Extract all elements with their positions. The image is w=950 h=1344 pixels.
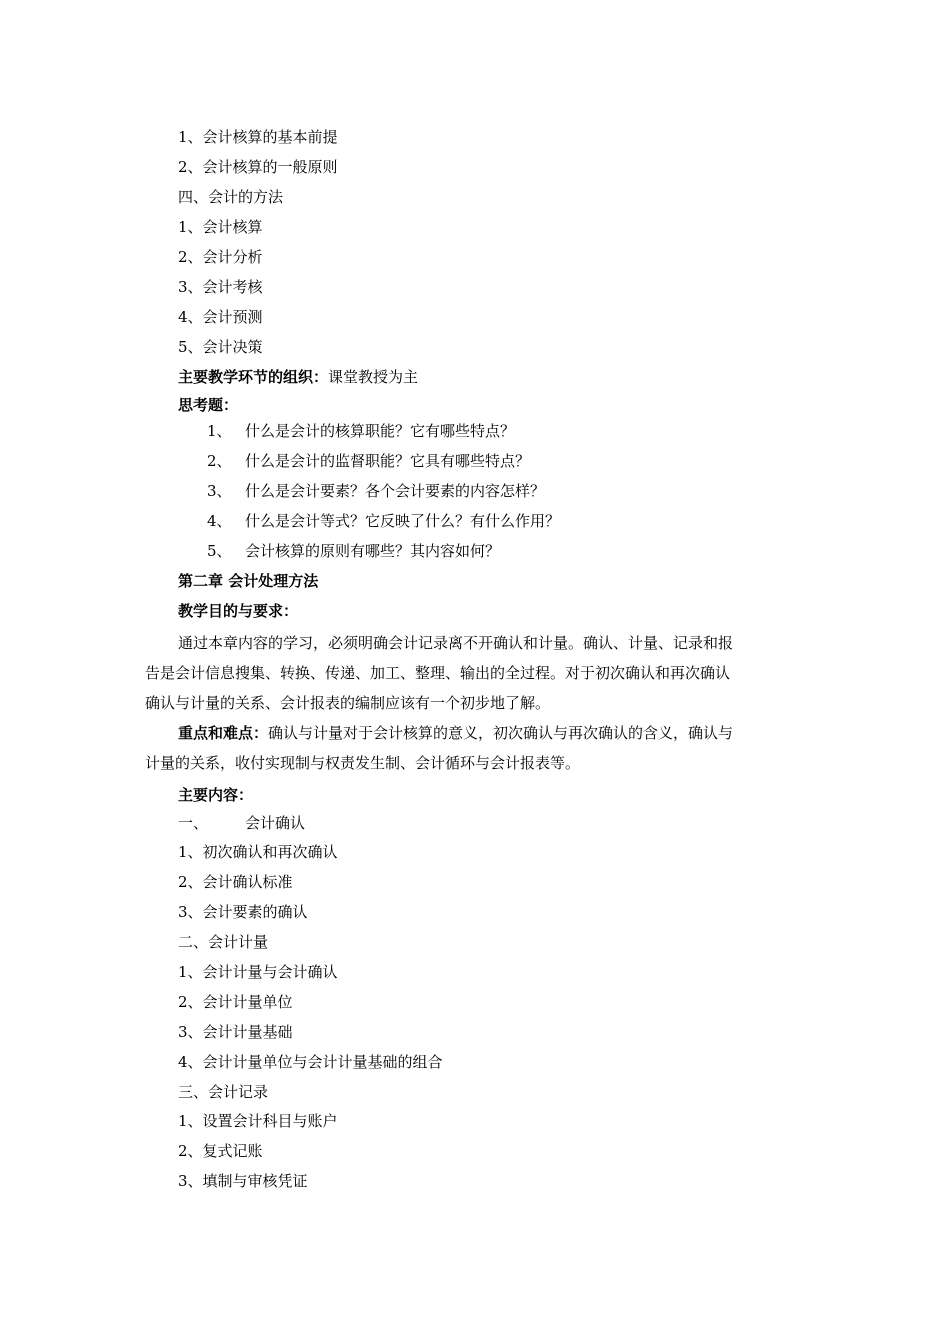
list-item: 1、会计计量与会计确认	[178, 963, 338, 981]
question-text: 什么是会计的监督职能？它具有哪些特点？	[245, 452, 531, 470]
question-text: 会计核算的原则有哪些？其内容如何？	[245, 542, 501, 560]
section-number: 一、	[178, 814, 209, 832]
question-number: 2、	[207, 452, 232, 470]
question-text: 什么是会计要素？各个会计要素的内容怎样？	[245, 482, 546, 500]
paragraph-line: 通过本章内容的学习，必须明确会计记录离不开确认和计量。确认、计量、记录和报	[178, 634, 734, 652]
question-item	[207, 540, 500, 562]
question-text: 什么是会计的核算职能？它有哪些特点？	[245, 422, 516, 440]
paragraph-line: 告是会计信息搜集、转换、传递、加工、整理、输出的全过程。对于初次确认和再次确认	[145, 664, 731, 682]
section-heading: 三、会计记录	[178, 1083, 269, 1101]
question-item	[207, 480, 545, 502]
section-heading: 四、会计的方法	[178, 188, 284, 206]
list-item: 3、会计计量基础	[178, 1023, 293, 1041]
section-heading: 二、会计计量	[178, 933, 269, 951]
question-number: 5、	[207, 542, 232, 560]
key-text: 确认与计量对于会计核算的意义，初次确认与再次确认的含义，确认与	[268, 724, 734, 742]
list-item: 2、复式记账	[178, 1142, 263, 1160]
list-item: 1、会计核算的基本前提	[178, 128, 338, 146]
question-item	[207, 450, 530, 472]
question-item	[207, 420, 515, 442]
key-points-line	[178, 722, 733, 744]
question-number: 1、	[207, 422, 232, 440]
question-number: 4、	[207, 512, 232, 530]
list-item: 3、会计要素的确认	[178, 903, 308, 921]
content-heading: 主要内容：	[178, 786, 254, 804]
org-line	[178, 366, 418, 388]
list-item: 2、会计计量单位	[178, 993, 293, 1011]
goal-heading: 教学目的与要求：	[178, 602, 299, 620]
paragraph-line: 确认与计量的关系、会计报表的编制应该有一个初步地了解。	[145, 694, 551, 712]
list-item: 2、会计核算的一般原则	[178, 158, 338, 176]
chapter-title: 第二章 会计处理方法	[178, 572, 319, 590]
list-item: 5、会计决策	[178, 338, 263, 356]
list-item: 3、填制与审核凭证	[178, 1172, 308, 1190]
org-label: 主要教学环节的组织：	[178, 368, 329, 386]
list-item: 4、会计预测	[178, 308, 263, 326]
section-title: 会计确认	[245, 814, 306, 832]
questions-heading: 思考题：	[178, 396, 239, 414]
list-item: 2、会计分析	[178, 248, 263, 266]
org-text: 课堂教授为主	[328, 368, 419, 386]
question-text: 什么是会计等式？它反映了什么？有什么作用？	[245, 512, 561, 530]
key-label: 重点和难点：	[178, 724, 269, 742]
list-item: 2、会计确认标准	[178, 873, 293, 891]
question-number: 3、	[207, 482, 232, 500]
list-item: 1、会计核算	[178, 218, 263, 236]
list-item: 4、会计计量单位与会计计量基础的组合	[178, 1053, 443, 1071]
section-heading	[178, 812, 305, 834]
paragraph-line: 计量的关系，收付实现制与权责发生制、会计循环与会计报表等。	[145, 754, 581, 772]
list-item: 3、会计考核	[178, 278, 263, 296]
list-item: 1、初次确认和再次确认	[178, 843, 338, 861]
list-item: 1、设置会计科目与账户	[178, 1112, 338, 1130]
question-item	[207, 510, 560, 532]
